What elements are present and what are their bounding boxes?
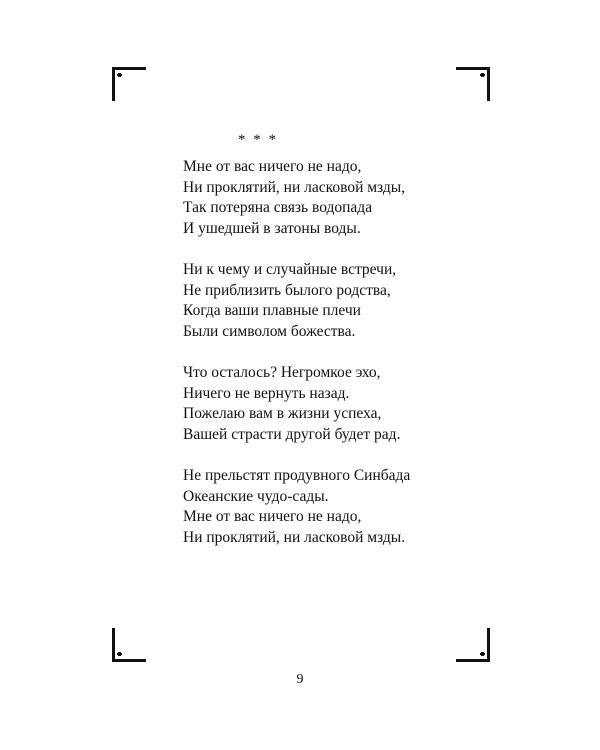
verse-line: Мне от вас ничего не надо, — [183, 158, 362, 175]
corner-ornament-bottom-left-icon — [112, 628, 146, 662]
stanza-3 — [183, 363, 463, 445]
verse-line: Океанские чудо-сады. — [183, 487, 329, 505]
verse-line: Ни проклятий, ни ласковой мзды, — [183, 178, 406, 196]
verse-line: И ушедшей в затоны воды. — [183, 219, 361, 237]
stanza-1 — [183, 157, 463, 239]
poem-separator: * * * — [238, 132, 278, 148]
stanza-2 — [183, 260, 463, 342]
verse-line: Не приблизить былого родства, — [183, 281, 391, 299]
verse-line: Пожелаю вам в жизни успеха, — [183, 405, 382, 422]
verse-line: Так потеряна связь водопада — [183, 199, 373, 216]
verse-line: Не прельстят продувного Синбада — [183, 467, 411, 484]
verse-line: Ни к чему и случайные встречи, — [183, 261, 397, 278]
corner-ornament-top-right-icon — [456, 67, 490, 101]
corner-ornament-top-left-icon — [112, 67, 146, 101]
verse-line: Ничего не вернуть назад. — [183, 384, 350, 402]
stanza-4 — [183, 466, 463, 548]
poem — [183, 131, 463, 548]
corner-ornament-bottom-right-icon — [456, 628, 490, 662]
page-number: 9 — [296, 672, 304, 687]
verse-line: Были символом божества. — [183, 322, 356, 340]
verse-line: Что осталось? Негромкое эхо, — [183, 364, 381, 381]
verse-line: Ни проклятий, ни ласковой мзды. — [183, 528, 406, 546]
verse-line: Вашей страсти другой будет рад. — [183, 425, 401, 443]
verse-line: Когда ваши плавные плечи — [183, 302, 361, 319]
verse-line: Мне от вас ничего не надо, — [183, 508, 362, 525]
